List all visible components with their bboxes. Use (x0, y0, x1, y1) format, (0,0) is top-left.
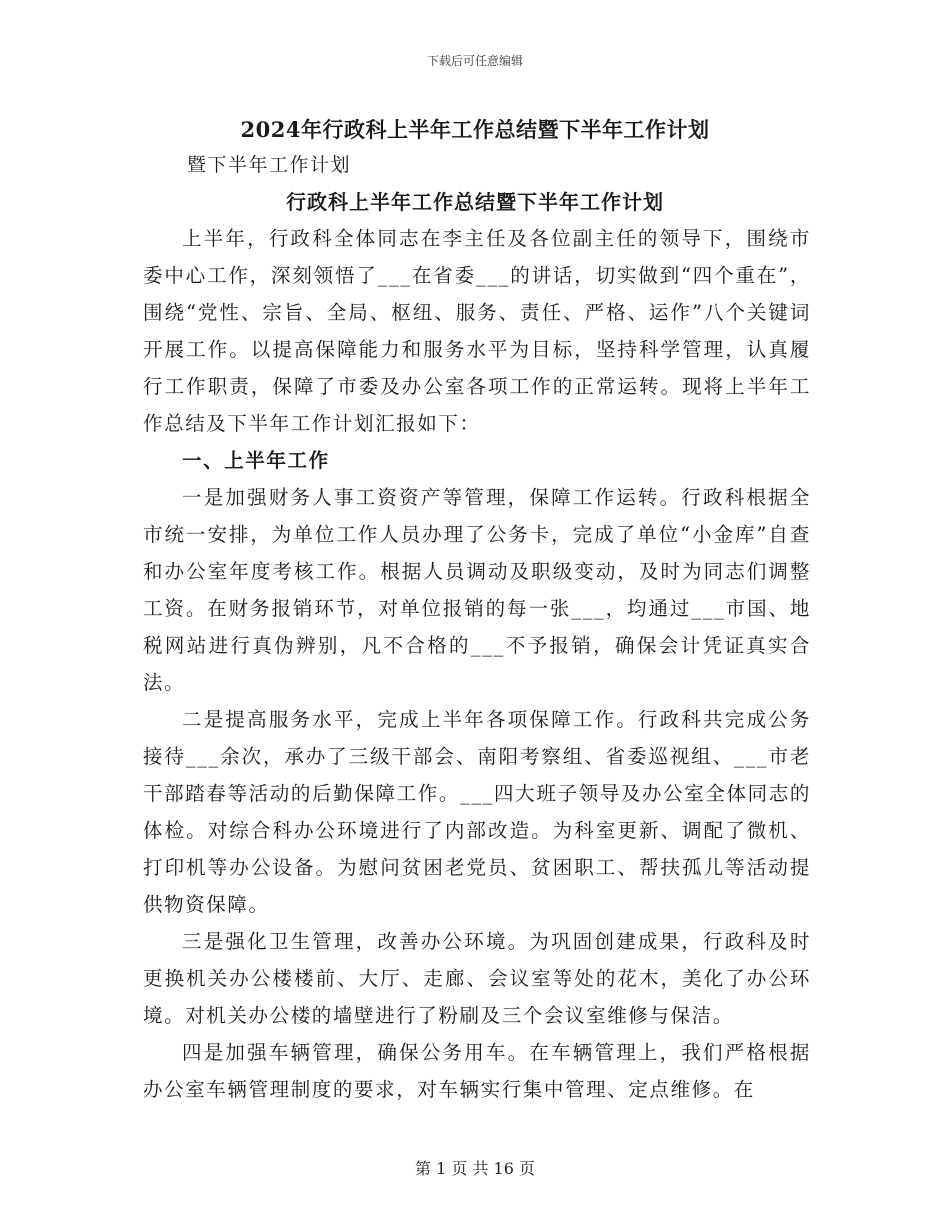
page-footer: 第 1 页 共 16 页 (415, 1159, 535, 1178)
paragraph-hygiene: 三是强化卫生管理，改善办公环境。为巩固创建成果，行政科及时更换机关办公楼楼前、大厅、走廊、会议室等处的花木，美化了办公环境。对机关办公楼的墙壁进行了粉刷及三个会议室维修与保洁。 (143, 930, 811, 1027)
section-heading: 一、上半年工作 (182, 449, 330, 472)
intro-paragraph: 上半年，行政科全体同志在李主任及各位副主任的领导下，围绕市委中心工作，深刻领悟了___在省委___的讲话，切实做到“四个重在”，围绕“党性、宗旨、全局、枢纽、服务、责任、严格、运作”八个关键词开展工作。以提高保障能力和服务水平为目标，坚持科学管理，认真履行工作职责，保障了市委及办公室各项工作的正常运转。现将上半年工作总结及下半年工作计划汇报如下： (143, 227, 811, 435)
document-body (143, 220, 811, 1108)
document-title: 2024年行政科上半年工作总结暨下半年工作计划 (240, 117, 710, 142)
paragraph-finance: 一是加强财务人事工资资产等管理，保障工作运转。行政科根据全市统一安排，为单位工作人员办理了公务卡，完成了单位“小金库”自查和办公室年度考核工作。根据人员调动及职级变动，及时为同志们调整工资。在财务报销环节，对单位报销的每一张___，均通过___市国、地税网站进行真伪辨别，凡不合格的___不予报销，确保会计凭证真实合法。 (143, 486, 811, 694)
paragraph-service: 二是提高服务水平，完成上半年各项保障工作。行政科共完成公务接待___余次，承办了三级干部会、南阳考察组、省委巡视组、___市老干部踏春等活动的后勤保障工作。___四大班子领导及办公室全体同志的体检。对综合科办公环境进行了内部改造。为科室更新、调配了微机、打印机等办公设备。为慰问贫困老党员、贫困职工、帮扶孤儿等活动提供物资保障。 (143, 708, 811, 916)
paragraph-vehicles: 四是加强车辆管理，确保公务用车。在车辆管理上，我们严格根据办公室车辆管理制度的要求，对车辆实行集中管理、定点维修。在 (143, 1041, 811, 1101)
main-heading: 行政科上半年工作总结暨下半年工作计划 (286, 190, 664, 214)
subtitle-line: 暨下半年工作计划 (187, 154, 352, 176)
header-note: 下载后可任意编辑 (426, 54, 523, 68)
